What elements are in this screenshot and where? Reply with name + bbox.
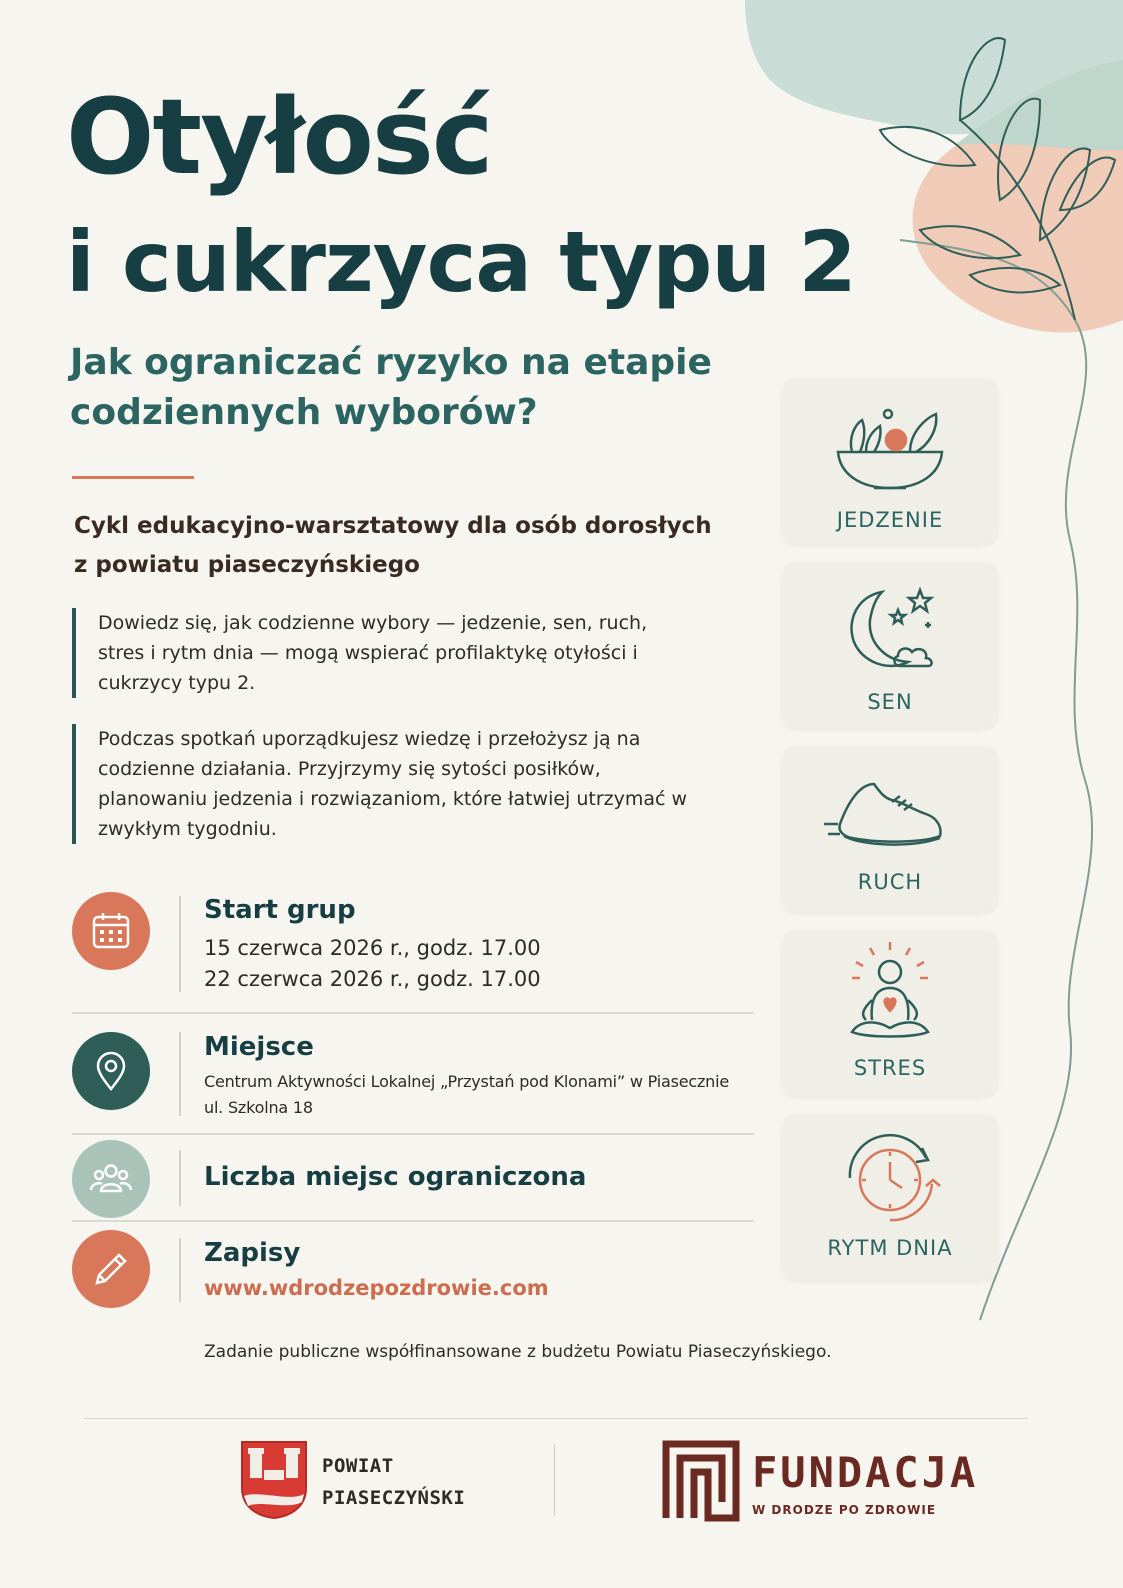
lead-text: Cykl edukacyjno-warsztatowy dla osób dorosłych z powiatu piaseczyńskiego	[74, 513, 712, 578]
page-subtitle: Jak ograniczać ryzyko na etapie codziennych wyborów?	[70, 342, 712, 433]
topic-label: STRES	[853, 1056, 927, 1080]
topic-label: RYTM DNIA	[827, 1236, 953, 1260]
footer-separator	[554, 1444, 555, 1516]
signup-title: Zapisy	[204, 1238, 301, 1268]
fundacja-logo-subtitle: W DRODZE PO ZDROWIE	[752, 1503, 937, 1517]
place-address-1: Centrum Aktywności Lokalnej „Przystań pod Klonami” w Piasecznie	[204, 1072, 729, 1091]
info-start	[72, 892, 754, 998]
divider	[72, 1012, 754, 1014]
meditation-icon	[830, 940, 950, 1050]
page-title: Otyłość	[66, 76, 492, 198]
powiat-logo-text	[322, 1450, 465, 1514]
divider	[72, 1220, 754, 1222]
salad-bowl-icon	[830, 396, 950, 496]
powiat-logo-line2: PIASECZYŃSKI	[322, 1487, 466, 1509]
signup-link[interactable]: www.wdrodzepozdrowie.com	[204, 1276, 549, 1300]
calendar-icon	[72, 892, 150, 970]
location-pin-icon	[72, 1032, 150, 1110]
funding-note: Zadanie publiczne współfinansowane z budżetu Powiatu Piaseczyńskiego.	[204, 1342, 832, 1362]
info-separator	[179, 1032, 181, 1116]
accent-divider	[72, 476, 194, 479]
place-address-2: ul. Szkolna 18	[204, 1098, 313, 1117]
start-title: Start grup	[204, 895, 356, 925]
info-separator	[179, 896, 181, 992]
info-separator	[179, 1238, 181, 1302]
info-separator	[179, 1150, 181, 1206]
info-place	[72, 1030, 754, 1120]
topic-card-ruch	[782, 746, 998, 912]
paragraph-2: Podczas spotkań uporządkujesz wiedzę i przełożysz ją na codzienne działania. Przyjrzymy się sytości posiłków, planowaniu jedzenia i rozwiązaniom, które łatwiej utrzymać w zwykłym tygodniu.	[72, 724, 688, 844]
powiat-logo-line1: POWIAT	[322, 1455, 394, 1477]
start-date-1: 15 czerwca 2026 r., godz. 17.00	[204, 936, 541, 960]
people-icon	[72, 1140, 150, 1218]
topic-card-sen	[782, 562, 998, 728]
paragraph-1: Dowiedz się, jak codzienne wybory — jedzenie, sen, ruch, stres i rytm dnia — mogą wspierać profilaktykę otyłości i cukrzycy typu 2.	[72, 608, 688, 698]
pencil-icon	[72, 1230, 150, 1308]
fundacja-logo-icon	[662, 1440, 740, 1522]
topic-label: JEDZENIE	[836, 508, 944, 532]
start-date-2: 22 czerwca 2026 r., godz. 17.00	[204, 967, 541, 991]
powiat-coat-of-arms-icon	[240, 1440, 308, 1520]
topic-label: SEN	[867, 690, 913, 714]
divider	[72, 1133, 754, 1135]
topic-card-jedzenie	[782, 378, 998, 544]
topic-card-stres	[782, 930, 998, 1096]
moon-stars-icon	[830, 580, 950, 680]
fundacja-logo-title: FUNDACJA	[752, 1448, 979, 1497]
topic-label: RUCH	[857, 870, 923, 894]
info-signup	[72, 1230, 754, 1306]
seats-title: Liczba miejsc ograniczona	[204, 1162, 587, 1192]
footer-divider	[84, 1418, 1028, 1419]
place-title: Miejsce	[204, 1032, 314, 1062]
running-shoe-icon	[822, 764, 952, 864]
info-seats	[72, 1140, 754, 1216]
page-title-line2: i cukrzyca typu 2	[66, 213, 856, 311]
topic-card-rytm-dnia	[782, 1114, 998, 1280]
clock-cycle-icon	[830, 1128, 950, 1228]
